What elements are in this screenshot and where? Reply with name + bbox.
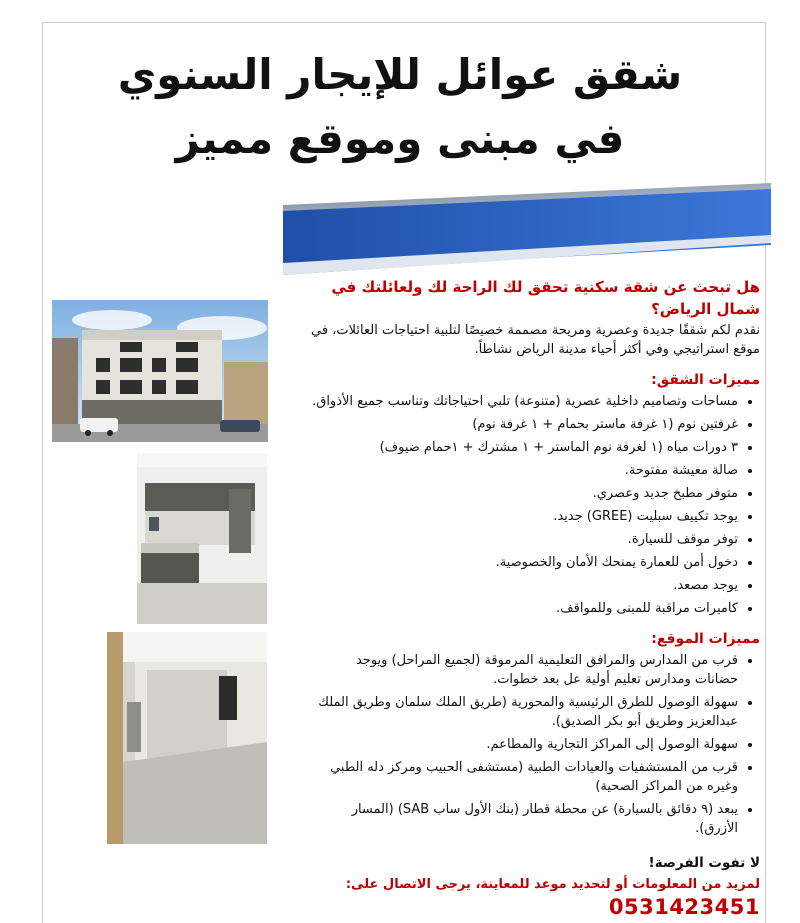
- phone-number[interactable]: 0531423451: [608, 895, 760, 919]
- title-line-2: في مبنى وموقع مميز: [175, 114, 625, 163]
- list-item: • غرفتين نوم (١ غرفة ماستر بحمام + ١ غرفة نوم): [310, 415, 738, 434]
- intro-text: نقدم لكم شققًا جديدة وعصرية ومريحة مصممة خصيصًا لتلبية احتياجات العائلات، في موقع استراتيجي وفي أكثر أحياء مدينة الرياض نشاطاً.: [311, 323, 760, 357]
- living-room-photo: [107, 632, 267, 844]
- list-item: • قرب من المستشفيات والعيادات الطبية (مستشفى الحبيب ومركز دله الطبي وغيره من المراكز الصحية): [310, 758, 738, 796]
- list-item: • توفر موقف للسيارة.: [310, 530, 738, 549]
- list-item: • متوفر مطبخ جديد وعصري.: [310, 484, 738, 503]
- cta-headline: لا تفوت الفرصة!: [648, 855, 760, 871]
- title-line-1: شقق عوائل للإيجار السنوي: [117, 50, 683, 99]
- apartment-features-heading: مميزات الشقق:: [651, 372, 760, 388]
- listing-content: [310, 276, 760, 917]
- list-item: • قرب من المدارس والمرافق التعليمية المرموقة (لجميع المراحل) ويوجد حضانات ومدارس تعليم أولية عل بعد خطوات.: [310, 651, 738, 689]
- cta-contact-text: لمزيد من المعلومات أو لتحديد موعد للمعاينة، يرجى الاتصال على:: [345, 877, 760, 892]
- list-item: • يوجد مصعد.: [310, 576, 738, 595]
- location-features-list: [310, 651, 760, 838]
- list-item: • سهولة الوصول إلى المراكز التجارية والمطاعم.: [310, 735, 738, 754]
- intro-question: هل تبحث عن شقة سكنية تحقق لك الراحة لك ولعائلتك في شمال الرياض؟: [331, 278, 760, 318]
- list-item: • يبعد (٩ دقائق بالسيارة) عن محطة قطار (بنك الأول ساب SAB) (المسار الأزرق).: [310, 800, 738, 838]
- blue-wave-banner: [283, 183, 771, 275]
- location-features-heading: مميزات الموقع:: [651, 631, 760, 647]
- list-item: • دخول أمن للعمارة يمنحك الأمان والخصوصية.: [310, 553, 738, 572]
- apartment-features-list: [310, 392, 760, 618]
- list-item: • كاميرات مراقبة للمبنى وللمواقف.: [310, 599, 738, 618]
- list-item: • مساحات وتصاميم داخلية عصرية (متنوعة) تلبي احتياجاتك وتناسب جميع الأذواق.: [310, 392, 738, 411]
- list-item: • ٣ دورات مياه (١ لغرفة نوم الماستر + ١ مشترك + ١حمام ضيوف): [310, 438, 738, 457]
- list-item: • سهولة الوصول للطرق الرئيسية والمحورية (طريق الملك سلمان وطريق الملك عبدالعزيز وطريق أبو بكر الصديق).: [310, 693, 738, 731]
- list-item: • يوجد تكييف سبليت (GREE) جديد.: [310, 507, 738, 526]
- kitchen-photo: [137, 453, 267, 624]
- building-exterior-photo: [52, 300, 268, 442]
- list-item: • صالة معيشة مفتوحة.: [310, 461, 738, 480]
